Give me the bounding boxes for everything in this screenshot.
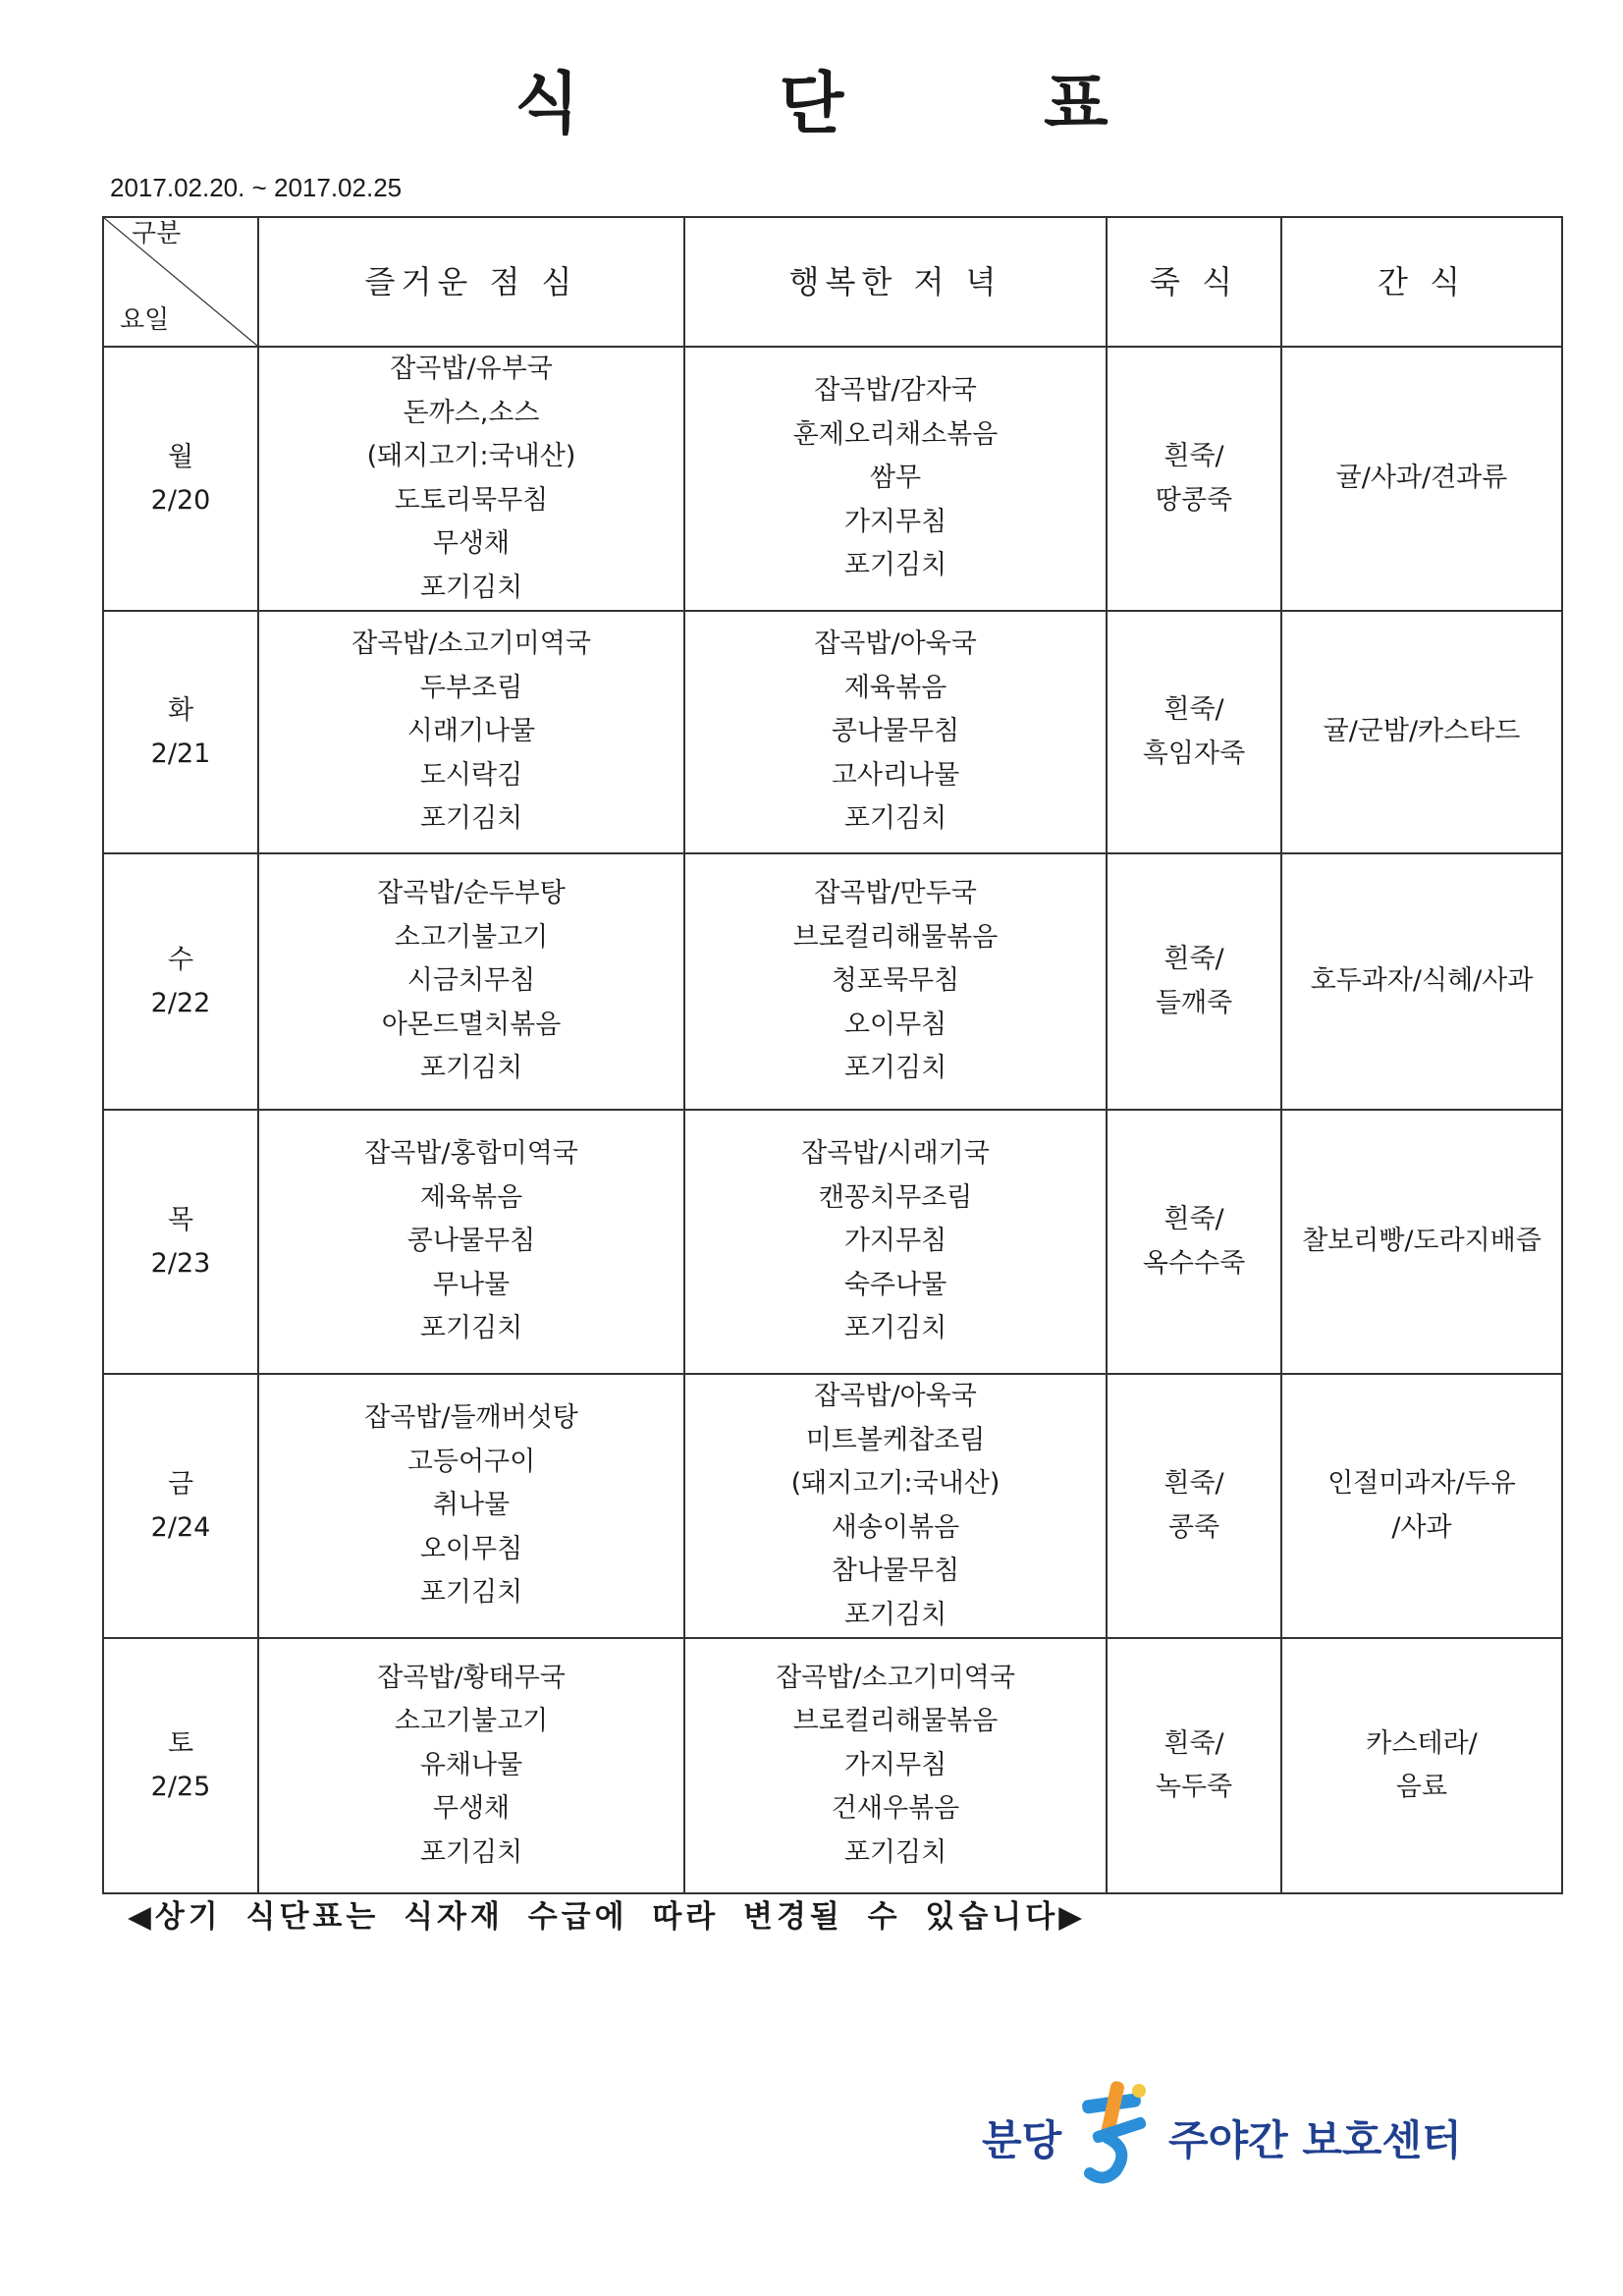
change-notice: ◀상기 식단표는 식자재 수급에 따라 변경될 수 있습니다▶ xyxy=(128,1899,1087,1935)
menu-item: 잡곡밥/순두부탕 xyxy=(377,878,566,909)
menu-item: /사과 xyxy=(1391,1511,1452,1543)
menu-item: 시래기나물 xyxy=(406,716,536,747)
menu-item: (돼지고기:국내산) xyxy=(790,1468,1001,1499)
day-name: 토 xyxy=(167,1728,194,1759)
menu-item: 새송이볶음 xyxy=(831,1511,960,1543)
menu-item: 건새우볶음 xyxy=(831,1793,960,1825)
menu-body xyxy=(103,347,1562,1893)
porridge-cell xyxy=(1107,1110,1281,1374)
menu-item: 잡곡밥/만두국 xyxy=(814,878,977,909)
day-cell xyxy=(103,1110,258,1374)
day-date: 2/22 xyxy=(150,987,211,1018)
menu-item: 흑임자죽 xyxy=(1142,738,1246,769)
menu-item: 고사리나물 xyxy=(831,759,960,791)
menu-item: 가지무침 xyxy=(843,1749,947,1780)
menu-item: 포기김치 xyxy=(419,1577,523,1609)
menu-item: 흰죽/ xyxy=(1163,944,1224,974)
menu-item: 잡곡밥/시래기국 xyxy=(801,1138,990,1170)
menu-item: 고등어구이 xyxy=(406,1446,536,1477)
day-cell xyxy=(103,853,258,1110)
menu-item: 잡곡밥/소고기미역국 xyxy=(352,629,591,660)
menu-item: 두부조림 xyxy=(419,672,523,703)
menu-item: 돈까스,소스 xyxy=(403,397,540,428)
menu-item: 무생채 xyxy=(432,1793,511,1825)
day-name: 화 xyxy=(167,694,194,726)
corner-day-label: 요일 xyxy=(120,305,170,335)
porridge-cell xyxy=(1107,1374,1281,1638)
menu-item: 시금치무침 xyxy=(406,965,536,997)
menu-item: 흰죽/ xyxy=(1163,441,1224,471)
day-name: 월 xyxy=(167,441,194,472)
day-cell xyxy=(103,1374,258,1638)
menu-item: 제육볶음 xyxy=(419,1181,523,1213)
lunch-cell xyxy=(258,1374,684,1638)
menu-item: 포기김치 xyxy=(843,1313,947,1344)
menu-item: 유채나물 xyxy=(419,1749,523,1780)
snack-cell xyxy=(1281,853,1562,1110)
menu-item: 참나물무침 xyxy=(831,1556,960,1586)
menu-item: 포기김치 xyxy=(843,550,947,581)
table-row xyxy=(103,1638,1562,1893)
porridge-header: 죽 식 xyxy=(1107,217,1281,347)
snack-cell xyxy=(1281,1110,1562,1374)
menu-item: 들깨죽 xyxy=(1155,987,1233,1018)
lunch-cell xyxy=(258,853,684,1110)
day-date: 2/24 xyxy=(150,1511,211,1543)
menu-item: 제육볶음 xyxy=(843,672,947,703)
menu-item: 포기김치 xyxy=(843,1599,947,1630)
menu-item: 브로컬리해물볶음 xyxy=(792,921,999,953)
menu-item: 청포묵무침 xyxy=(831,965,960,997)
day-name: 수 xyxy=(167,944,194,975)
day-cell xyxy=(103,347,258,611)
menu-item: 콩나물무침 xyxy=(831,716,960,747)
menu-item: 잡곡밥/들깨버섯탕 xyxy=(364,1402,578,1434)
menu-item: 포기김치 xyxy=(419,1053,523,1084)
menu-item: 무나물 xyxy=(432,1269,511,1300)
porridge-cell xyxy=(1107,347,1281,611)
menu-item: 소고기불고기 xyxy=(394,1706,549,1737)
menu-item: 쌈무 xyxy=(869,463,922,494)
menu-item: 오이무침 xyxy=(419,1533,523,1564)
menu-item: 흰죽/ xyxy=(1163,1468,1224,1499)
menu-item: 음료 xyxy=(1395,1772,1448,1802)
menu-period: 2017.02.20. ~ 2017.02.25 xyxy=(110,173,403,202)
dinner-cell xyxy=(684,853,1107,1110)
logo-text-left: 분당 xyxy=(982,2116,1062,2164)
menu-item: 훈제오리채소볶음 xyxy=(792,418,999,450)
menu-item: 포기김치 xyxy=(843,803,947,835)
lunch-header: 즐거운 점 심 xyxy=(258,217,684,347)
dinner-cell xyxy=(684,611,1107,853)
dinner-cell xyxy=(684,1374,1107,1638)
menu-item: 잡곡밥/유부국 xyxy=(390,354,553,384)
menu-item: 포기김치 xyxy=(419,572,523,603)
snack-cell xyxy=(1281,611,1562,853)
porridge-cell xyxy=(1107,1638,1281,1893)
table-row xyxy=(103,611,1562,853)
table-row xyxy=(103,1110,1562,1374)
menu-item: 잡곡밥/아욱국 xyxy=(814,629,977,660)
menu-item: 소고기불고기 xyxy=(394,921,549,953)
menu-item: 가지무침 xyxy=(843,1226,947,1257)
menu-item: 콩나물무침 xyxy=(406,1226,536,1257)
table-row xyxy=(103,347,1562,611)
menu-item: 잡곡밥/소고기미역국 xyxy=(776,1662,1015,1693)
corner-category-label: 구분 xyxy=(132,219,182,248)
menu-item: 포기김치 xyxy=(419,1313,523,1344)
center-logo xyxy=(982,2077,1473,2185)
snack-cell xyxy=(1281,347,1562,611)
menu-item: 아몬드멸치볶음 xyxy=(381,1009,562,1040)
menu-item: 포기김치 xyxy=(419,803,523,835)
menu-item: 귤/군밤/카스타드 xyxy=(1323,716,1521,747)
snack-cell xyxy=(1281,1638,1562,1893)
lunch-cell xyxy=(258,611,684,853)
menu-item: 포기김치 xyxy=(843,1836,947,1868)
porridge-cell xyxy=(1107,853,1281,1110)
day-date: 2/25 xyxy=(150,1772,211,1802)
dinner-cell xyxy=(684,347,1107,611)
menu-item: 오이무침 xyxy=(843,1009,947,1040)
table-header-row xyxy=(103,217,1562,347)
menu-item: 숙주나물 xyxy=(843,1269,947,1300)
dinner-header: 행복한 저 녁 xyxy=(684,217,1107,347)
menu-item: 콩죽 xyxy=(1167,1511,1220,1543)
menu-item: 잡곡밥/감자국 xyxy=(814,375,977,407)
menu-item: 브로컬리해물볶음 xyxy=(792,1706,999,1737)
snack-cell xyxy=(1281,1374,1562,1638)
lunch-cell xyxy=(258,347,684,611)
menu-item: 포기김치 xyxy=(419,1836,523,1868)
day-name: 목 xyxy=(167,1204,194,1235)
logo-text-right: 주야간 보호센터 xyxy=(1168,2116,1462,2164)
menu-table xyxy=(102,216,1563,1894)
menu-item: 흰죽/ xyxy=(1163,1204,1224,1234)
menu-item: 찰보리빵/도라지배즙 xyxy=(1302,1226,1542,1257)
day-date: 2/20 xyxy=(150,484,211,516)
dinner-cell xyxy=(684,1110,1107,1374)
menu-item: 옥수수죽 xyxy=(1142,1247,1246,1279)
menu-item: 미트볼케찹조림 xyxy=(805,1424,986,1455)
snack-header: 간 식 xyxy=(1281,217,1562,347)
menu-item: 가지무침 xyxy=(843,506,947,537)
menu-item: 도토리묵무침 xyxy=(394,484,549,516)
table-row xyxy=(103,1374,1562,1638)
menu-item: 잡곡밥/황태무국 xyxy=(377,1662,566,1693)
hyo-emblem-icon xyxy=(1068,2077,1166,2185)
menu-item: 인절미과자/두유 xyxy=(1327,1468,1516,1499)
day-date: 2/21 xyxy=(150,738,211,769)
menu-item: 캔꽁치무조림 xyxy=(818,1181,973,1213)
corner-header-cell xyxy=(103,217,258,347)
menu-item: 호두과자/식혜/사과 xyxy=(1310,965,1534,997)
menu-item: 잡곡밥/홍합미역국 xyxy=(364,1138,578,1170)
menu-item: 잡곡밥/아욱국 xyxy=(814,1381,977,1411)
logo-emblem-text: 孝 xyxy=(1117,2156,1118,2157)
porridge-cell xyxy=(1107,611,1281,853)
lunch-cell xyxy=(258,1110,684,1374)
menu-item: 땅콩죽 xyxy=(1155,484,1233,516)
table-row xyxy=(103,853,1562,1110)
menu-item: 흰죽/ xyxy=(1163,694,1224,725)
menu-item: 흰죽/ xyxy=(1163,1727,1224,1759)
menu-item: 녹두죽 xyxy=(1155,1772,1233,1802)
day-cell xyxy=(103,1638,258,1893)
day-cell xyxy=(103,611,258,853)
menu-item: 취나물 xyxy=(432,1490,511,1521)
dinner-cell xyxy=(684,1638,1107,1893)
menu-item: (돼지고기:국내산) xyxy=(366,441,576,471)
menu-item: 포기김치 xyxy=(843,1053,947,1084)
menu-item: 무생채 xyxy=(432,528,511,559)
page-title: 식 단 표 xyxy=(514,66,1197,143)
menu-item: 카스테라/ xyxy=(1366,1727,1478,1759)
menu-item: 도시락김 xyxy=(419,759,523,791)
day-name: 금 xyxy=(167,1468,194,1500)
lunch-cell xyxy=(258,1638,684,1893)
menu-item: 귤/사과/견과류 xyxy=(1335,463,1508,494)
day-date: 2/23 xyxy=(150,1247,211,1279)
